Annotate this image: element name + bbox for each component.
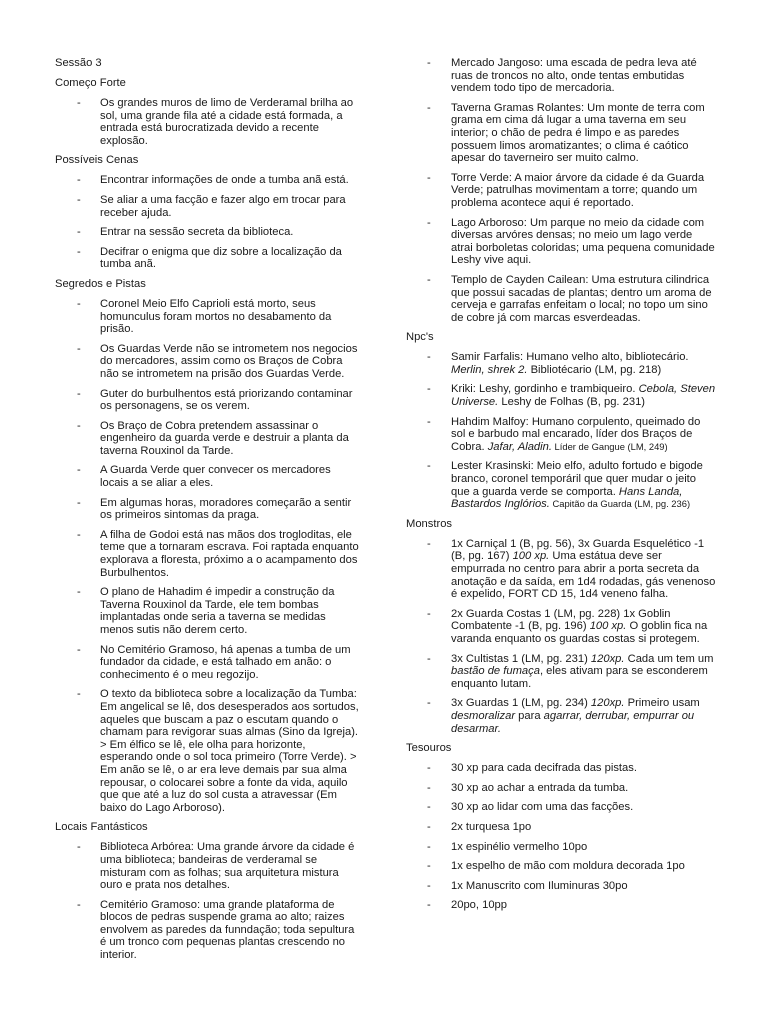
list-item: - Os Guardas Verde não se intrometem nos negocios do mercadores, assim como os Braços de Cobra não se intrometem na prisão dos Guardas Verde. bbox=[55, 343, 360, 381]
list-item: - Torre Verde: A maior árvore da cidade é da Guarda Verde; patrulhas movimentam a torre; quando um problema acontece aqui é reportado. bbox=[406, 172, 716, 210]
monster-item: - 2x Guarda Costas 1 (LM, pg. 228) 1x Goblin Combatente -1 (B, pg. 196) 100 xp. O goblin fica na varanda enquanto os guardas costas si protegem. bbox=[406, 608, 716, 646]
list-item: - Se aliar a uma facção e fazer algo em trocar para receber ajuda. bbox=[55, 194, 360, 219]
treasure-item: - 20po, 10pp bbox=[406, 899, 716, 912]
heading-tesouros: Tesouros bbox=[406, 742, 452, 755]
list-item: - Encontrar informações de onde a tumba anã está. bbox=[55, 174, 360, 187]
tesouros-list bbox=[406, 762, 716, 912]
list-item: - Coronel Meio Elfo Caprioli está morto, seus homunculus foram mortos no desabamento da prisão. bbox=[55, 298, 360, 336]
heading-locais-fantasticos: Locais Fantásticos bbox=[55, 821, 148, 834]
treasure-item: - 30 xp ao lidar com uma das facções. bbox=[406, 801, 716, 814]
locais-fantasticos-list-continued bbox=[406, 57, 716, 324]
right-column bbox=[406, 57, 716, 919]
locais-fantasticos-list bbox=[55, 841, 360, 961]
heading-segredos-pistas: Segredos e Pistas bbox=[55, 277, 146, 290]
list-item: - Os grandes muros de limo de Verderamal brilha ao sol, uma grande fila até a cidade está formada, a entrada está burocratizada devido a recente explosão. bbox=[55, 97, 360, 147]
heading-possiveis-cenas: Possíveis Cenas bbox=[55, 154, 139, 167]
heading-monstros: Monstros bbox=[406, 517, 453, 530]
treasure-item: - 1x espinélio vermelho 10po bbox=[406, 841, 716, 854]
list-item: - Templo de Cayden Cailean: Uma estrutura cilindrica que possui sacadas de plantas; dentro um aroma de cerveja e garrafas enfeitam o local; no topo um sino de cobre já com marcas esverdeadas. bbox=[406, 274, 716, 324]
heading-comeco-forte: Começo Forte bbox=[55, 77, 126, 89]
left-column bbox=[55, 57, 360, 969]
monstros-list bbox=[406, 538, 716, 735]
treasure-item: - 1x espelho de mão com moldura decorada 1po bbox=[406, 860, 716, 873]
list-item: - Em algumas horas, moradores começarão a sentir os primeiros sintomas da praga. bbox=[55, 497, 360, 522]
segredos-pistas-list bbox=[55, 298, 360, 814]
list-item: - A Guarda Verde quer convecer os mercadores locais a se aliar a eles. bbox=[55, 464, 360, 489]
list-item: - Entrar na sessão secreta da biblioteca. bbox=[55, 226, 360, 239]
npc-item: - Hahdim Malfoy: Humano corpulento, queimado do sol e barbudo mal encarado, líder dos Braços de Cobra. Jafar, Aladin. Líder de Gangue (LM, 249) bbox=[406, 416, 716, 454]
list-item: - Taverna Gramas Rolantes: Um monte de terra com grama em cima dá lugar a uma taverna em seu interior; o chão de pedra é limpo e as paredes possuem limos aromatizantes; o clima é caótico apesar do taverneiro ser muito calmo. bbox=[406, 102, 716, 165]
treasure-item: - 2x turquesa 1po bbox=[406, 821, 716, 834]
npc-item: - Lester Krasinski: Meio elfo, adulto fortudo e bigode branco, coronel temporáril que quer mudar o jeito que a guarda verde se comporta. Hans Landa, Bastardos Inglórios. Capitão da Guarda (LM, pg. 236) bbox=[406, 460, 716, 510]
possiveis-cenas-list bbox=[55, 174, 360, 271]
heading-npcs: Npc's bbox=[406, 331, 434, 344]
treasure-item: - 1x Manuscrito com Iluminuras 30po bbox=[406, 880, 716, 893]
list-item: - O plano de Hahadim é impedir a construção da Taverna Rouxinol da Tarde, ele tem bombas implantadas onde seria a taverna se medidas menos sutis não derem certo. bbox=[55, 586, 360, 636]
monster-item: - 3x Cultistas 1 (LM, pg. 231) 120xp. Cada um tem um bastão de fumaça, eles ativam para se esconderem enquanto lutam. bbox=[406, 653, 716, 691]
list-item: - A filha de Godoi está nas mãos dos trogloditas, ele teme que a tornaram escrava. Foi raptada enquanto explorava a floresta, próximo a o acampamento dos Burbulhentos. bbox=[55, 529, 360, 579]
npcs-list bbox=[406, 351, 716, 511]
list-item: - Os Braço de Cobra pretendem assassinar o engenheiro da guarda verde e destruir a planta da taverna Rouxinol da Tarde. bbox=[55, 420, 360, 458]
list-item: - Decifrar o enigma que diz sobre a localização da tumba anã. bbox=[55, 246, 360, 271]
comeco-forte-list bbox=[55, 97, 360, 147]
list-item: - Cemitério Gramoso: uma grande plataforma de blocos de pedras suspende grama ao alto; raizes envolvem as paredes da funndação; toda sepultura é um tronco com pequenas plantas crescendo no interior. bbox=[55, 899, 360, 962]
monster-item: - 3x Guardas 1 (LM, pg. 234) 120xp. Primeiro usam desmoralizar para agarrar, derrubar, empurrar ou desarmar. bbox=[406, 697, 716, 735]
npc-item: - Kriki: Leshy, gordinho e trambiqueiro. Cebola, Steven Universe. Leshy de Folhas (B, pg. 231) bbox=[406, 383, 716, 408]
list-item: - Lago Arboroso: Um parque no meio da cidade com diversas arvóres densas; no meio um lago verde atrai borboletas coloridas; uma pequena comunidade Leshy vive aqui. bbox=[406, 217, 716, 267]
session-title: Sessão 3 bbox=[55, 57, 102, 69]
monster-item: - 1x Carniçal 1 (B, pg. 56), 3x Guarda Esquelético -1 (B, pg. 167) 100 xp. Uma estátua deve ser empurrada no centro para abrir a porta secreta da anotação e da saída, em 1d4 rodadas, gás venenoso é expelido, FORT CD 15, 1d4 veneno falha. bbox=[406, 538, 716, 601]
list-item: - Biblioteca Arbórea: Uma grande árvore da cidade é uma biblioteca; bandeiras de verderamal se misturam com as folhas; sua arquitetura mistura ouro e prata nos detalhes. bbox=[55, 841, 360, 891]
treasure-item: - 30 xp para cada decifrada das pistas. bbox=[406, 762, 716, 775]
list-item: - No Cemitério Gramoso, há apenas a tumba de um fundador da cidade, e está talhado em anão: o conhecimento é o meu regozijo. bbox=[55, 644, 360, 682]
list-item: - O texto da biblioteca sobre a localização da Tumba: Em angelical se lê, dos desesperados aos sortudos, aqueles que buscam a paz o escutam quando o chamam para revigorar suas almas (Sino da Igreja). > Em élfico se lê, ele olha para horizonte, esperando onde o sol toca primeiro (Torre Verde). > Em anão se lê, o ar era leve demais par sua alma repousar, o colocarei sobre a fonte da vida, aquilo que que até a luz do sol custa a atravessar (Em baixo do Lago Arboroso). bbox=[55, 688, 360, 814]
npc-item: - Samir Farfalis: Humano velho alto, bibliotecário. Merlin, shrek 2. Bibliotécario (LM, pg. 218) bbox=[406, 351, 716, 376]
list-item: - Guter do burbulhentos está priorizando contaminar os personagens, se os verem. bbox=[55, 388, 360, 413]
list-item: - Mercado Jangoso: uma escada de pedra leva até ruas de troncos no alto, onde tentas embutidas vendem todo tipo de mercadoria. bbox=[406, 57, 716, 95]
treasure-item: - 30 xp ao achar a entrada da tumba. bbox=[406, 782, 716, 795]
